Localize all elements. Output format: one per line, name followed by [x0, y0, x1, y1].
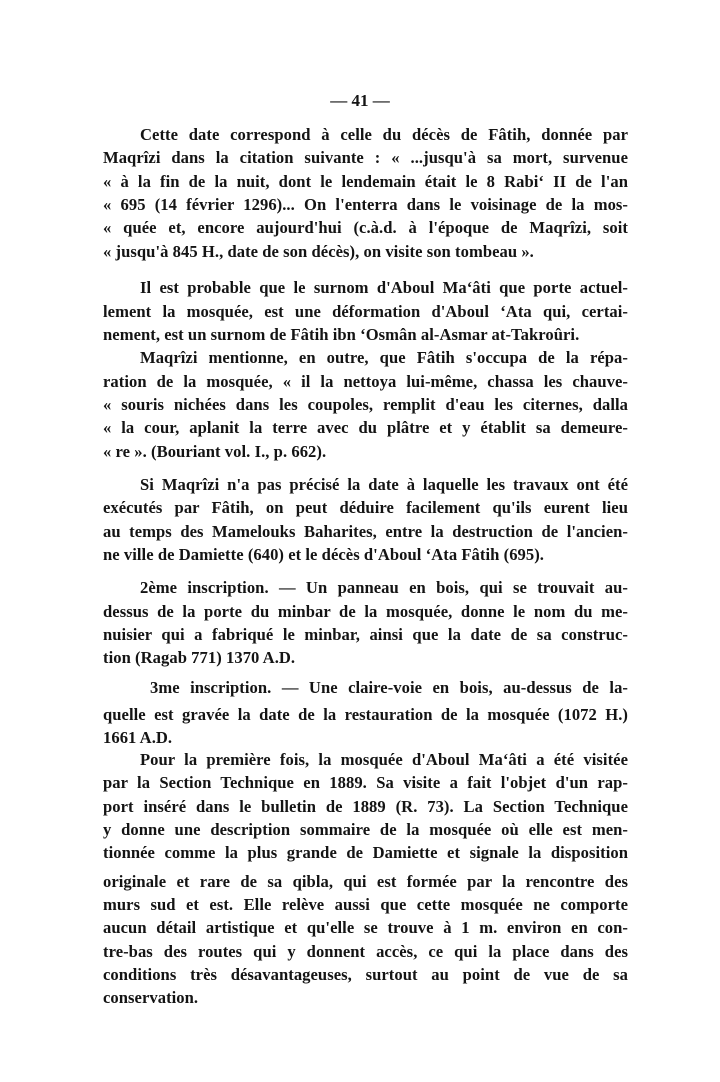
paragraph-line: nement, est un surnom de Fâtih ibn ‘Osmân al-Asmar at-Takroûri.	[103, 325, 580, 344]
paragraph-line: par la Section Technique en 1889. Sa visite a fait l'objet d'un rap-	[103, 773, 628, 792]
paragraph-line: Maqrîzi dans la citation suivante : « ...jusqu'à sa mort, survenue	[103, 148, 628, 167]
paragraph-line: conservation.	[103, 988, 199, 1007]
paragraph-line: aucun détail artistique et qu'elle se trouve à 1 m. environ en con-	[103, 918, 628, 937]
paragraph-line: lement la mosquée, est une déformation d'Aboul ‘Ata qui, certai-	[103, 302, 628, 321]
paragraph-line: ne ville de Damiette (640) et le décès d'Aboul ‘Ata Fâtih (695).	[103, 545, 545, 564]
paragraph-line: murs sud et est. Elle relève aussi que cette mosquée ne comporte	[103, 895, 628, 914]
paragraph-line: tion (Ragab 771) 1370 A.D.	[103, 648, 296, 667]
paragraph-line: « 695 (14 février 1296)... On l'enterra dans le voisinage de la mos-	[103, 195, 628, 214]
paragraph-line: exécutés par Fâtih, on peut déduire facilement qu'ils eurent lieu	[103, 498, 628, 517]
paragraph-first-line: Cette date correspond à celle du décès de Fâtih, donnée par	[140, 125, 628, 144]
paragraph-line: ration de la mosquée, « il la nettoya lui-même, chassa les chauve-	[103, 372, 628, 391]
paragraph-line: « quée et, encore aujourd'hui (c.à.d. à l'époque de Maqrîzi, soit	[103, 218, 628, 237]
paragraph-first-line: Si Maqrîzi n'a pas précisé la date à laquelle les travaux ont été	[140, 475, 628, 494]
paragraph-first-line: 2ème inscription. — Un panneau en bois, qui se trouvait au-	[140, 578, 628, 597]
paragraph-first-line: Maqrîzi mentionne, en outre, que Fâtih s'occupa de la répa-	[140, 348, 628, 367]
paragraph-line: « à la fin de la nuit, dont le lendemain était le 8 Rabi‘ II de l'an	[103, 172, 628, 191]
paragraph-line: au temps des Mamelouks Baharites, entre la destruction de l'ancien-	[103, 522, 628, 541]
paragraph-first-line: 3me inscription. — Une claire-voie en bois, au-dessus de la-	[150, 678, 628, 697]
paragraph-line: originale et rare de sa qibla, qui est formée par la rencontre des	[103, 872, 628, 891]
paragraph-line: y donne une description sommaire de la mosquée où elle est men-	[103, 820, 628, 839]
paragraph-line: tionnée comme la plus grande de Damiette et signale la disposition	[103, 843, 628, 862]
paragraph-line: port inséré dans le bulletin de 1889 (R. 73). La Section Technique	[103, 797, 628, 816]
paragraph-first-line: Pour la première fois, la mosquée d'Aboul Ma‘âti a été visitée	[140, 750, 628, 769]
paragraph-line: « la cour, aplanit la terre avec du plâtre et y établit sa demeure-	[103, 418, 628, 437]
paragraph-line: dessus de la porte du minbar de la mosquée, donne le nom du me-	[103, 602, 628, 621]
paragraph-line: nuisier qui a fabriqué le minbar, ainsi que la date de sa construc-	[103, 625, 628, 644]
paragraph-line: conditions très désavantageuses, surtout au point de vue de sa	[103, 965, 628, 984]
paragraph-line: « souris nichées dans les coupoles, remplit d'eau les citernes, dalla	[103, 395, 628, 414]
paragraph-line: tre-bas des routes qui y donnent accès, ce qui la place dans des	[103, 942, 628, 961]
paragraph-first-line: Il est probable que le surnom d'Aboul Ma‘âti que porte actuel-	[140, 278, 628, 297]
paragraph-line: « jusqu'à 845 H., date de son décès), on visite son tombeau ».	[103, 242, 534, 261]
page-number: — 41 —	[330, 91, 390, 110]
paragraph-line: 1661 A.D.	[103, 728, 173, 747]
paragraph-line: « re ». (Bouriant vol. I., p. 662).	[103, 442, 327, 461]
paragraph-line: quelle est gravée la date de la restauration de la mosquée (1072 H.)	[103, 705, 628, 724]
